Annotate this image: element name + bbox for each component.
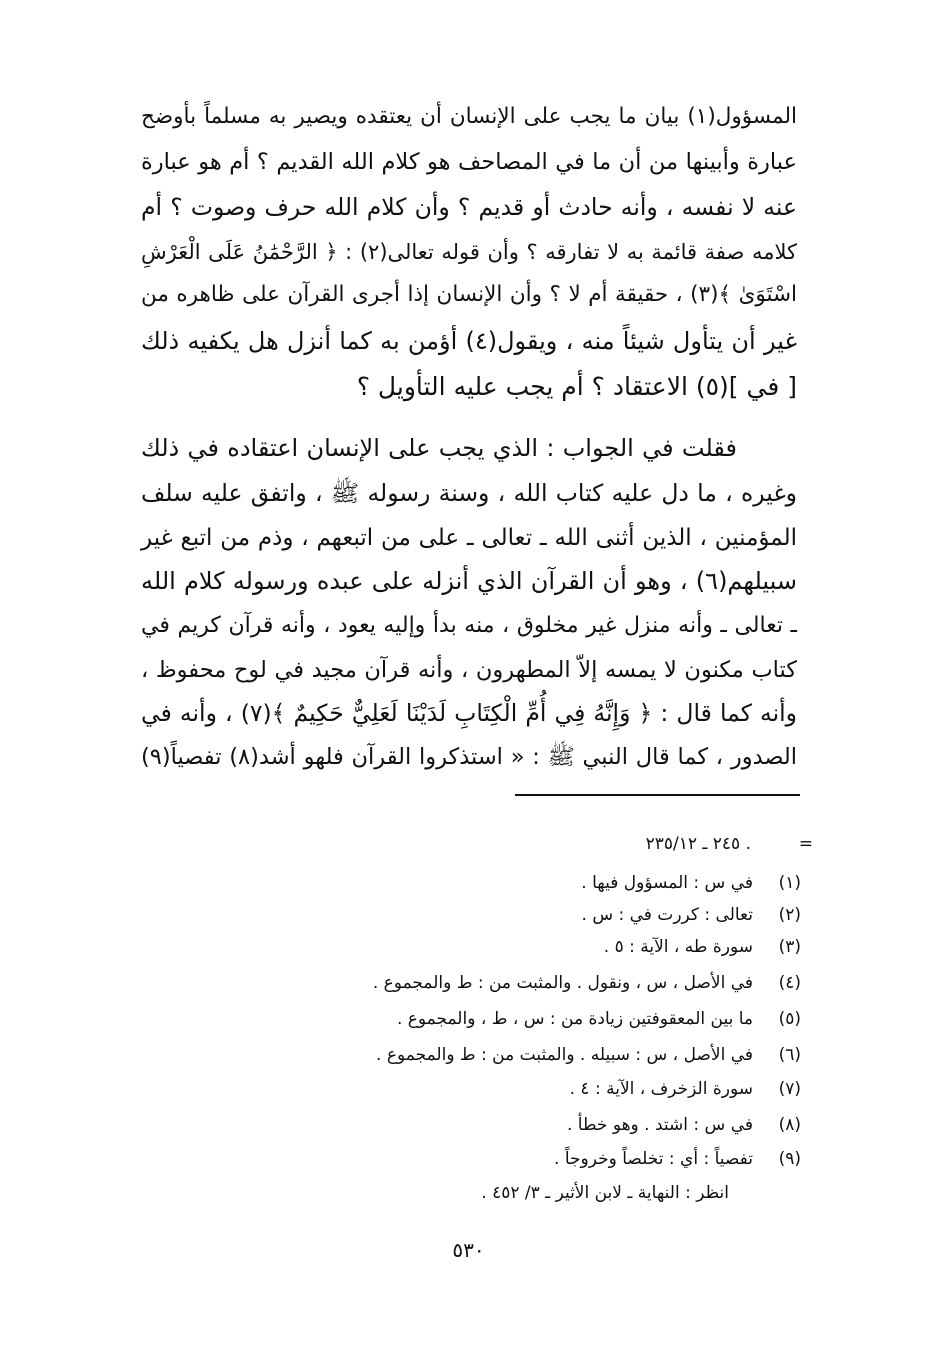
footnote-continuation-line: انظر : النهاية ـ لابن الأثير ـ ٣/ ٤٥٢ . (481, 1183, 729, 1203)
body-line: كلامه صفة قائمة به لا تفارقه ؟ وأن قوله تعالى(٢) : ﴿ الرَّحْمَٰنُ عَلَى الْعَرْشِ (141, 240, 797, 264)
body-line-indented: فقلت في الجواب : الذي يجب على الإنسان اعتقاده في ذلك (141, 434, 737, 462)
footnote-number: (٥) (778, 1009, 801, 1029)
body-line: وأنه كما قال : ﴿ وَإِنَّهُ فِي أُمِّ الْكِتَابِ لَدَيْنَا لَعَلِيٌّ حَكِيمٌ ﴾(٧) ، وأنه في (141, 699, 797, 727)
footnote-number: (٦) (778, 1045, 801, 1065)
body-line: وغيره ، ما دل عليه كتاب الله ، وسنة رسوله ﷺ ، واتفق عليه سلف (141, 479, 797, 507)
body-line: عبارة وأبينها من أن ما في المصاحف هو كلام الله القديم ؟ أم هو عبارة (141, 149, 797, 175)
footnote-number: (٨) (778, 1115, 801, 1135)
footnote-text: ما بين المعقوفتين زيادة من : س ، ط ، والمجموع . (396, 1009, 753, 1029)
footnote-text: في الأصل ، س ، ونقول . والمثبت من : ط والمجموع . (372, 973, 753, 993)
body-line: كتاب مكنون لا يمسه إلاّ المطهرون ، وأنه قرآن مجيد في لوح محفوظ ، (141, 657, 797, 683)
footnote-number: (٩) (778, 1149, 801, 1169)
footnote-text: في س : اشتد . وهو خطأ . (566, 1115, 753, 1135)
footnote-number: (٧) (778, 1079, 801, 1099)
footnote-text: في الأصل ، س : سبيله . والمثبت من : ط والمجموع . (376, 1045, 753, 1065)
footnote-continuation-marker: = (798, 834, 813, 854)
body-line: ـ تعالى ـ وأنه منزل غير مخلوق ، منه بدأ وإليه يعود ، وأنه قرآن كريم في (141, 613, 797, 638)
body-line: المسؤول(١) بيان ما يجب على الإنسان أن يعتقده ويصير به مسلماً بأوضح (141, 104, 797, 129)
body-line: سبيلهم(٦) ، وهو أن القرآن الذي أنزله على عبده ورسوله كلام الله (141, 567, 797, 595)
footnote-number: (٣) (778, 937, 801, 957)
footnote-number: (٢) (778, 905, 801, 925)
footnote-text: تعالى : كررت في : س . (581, 905, 753, 925)
body-line: الصدور ، كما قال النبي ﷺ : « استذكروا القرآن فلهو أشد(٨) تفصياً(٩) (141, 744, 797, 770)
page-number: ٥٣٠ (452, 1238, 485, 1262)
body-line: عنه لا نفسه ، وأنه حادث أو قديم ؟ وأن كلام الله حرف وصوت ؟ أم (141, 193, 797, 221)
footnote-text: في س : المسؤول فيها . (581, 873, 753, 893)
body-line: [ في ](٥) الاعتقاد ؟ أم يجب عليه التأويل ؟ (356, 372, 797, 401)
footnote-separator (515, 794, 800, 796)
footnote-text: سورة طه ، الآية : ٥ . (603, 937, 753, 957)
footnote-continuation: . ٢٤٥ ـ ٢٣٥/١٢ (645, 834, 751, 854)
footnote-text: تفصياً : أي : تخلصاً وخروجاً . (554, 1149, 753, 1169)
footnote-number: (١) (778, 873, 801, 893)
body-line: المؤمنين ، الذين أثنى الله ـ تعالى ـ على من اتبعهم ، وذم من اتبع غير (141, 525, 797, 551)
footnote-text: سورة الزخرف ، الآية : ٤ . (569, 1079, 753, 1099)
footnote-number: (٤) (778, 973, 801, 993)
body-line: اسْتَوَىٰ ﴾(٣) ، حقيقة أم لا ؟ وأن الإنسان إذا أجرى القرآن على ظاهره من (141, 282, 798, 307)
body-line: غير أن يتأول شيئاً منه ، ويقول(٤) أؤمن به كما أنزل هل يكفيه ذلك (141, 327, 798, 355)
